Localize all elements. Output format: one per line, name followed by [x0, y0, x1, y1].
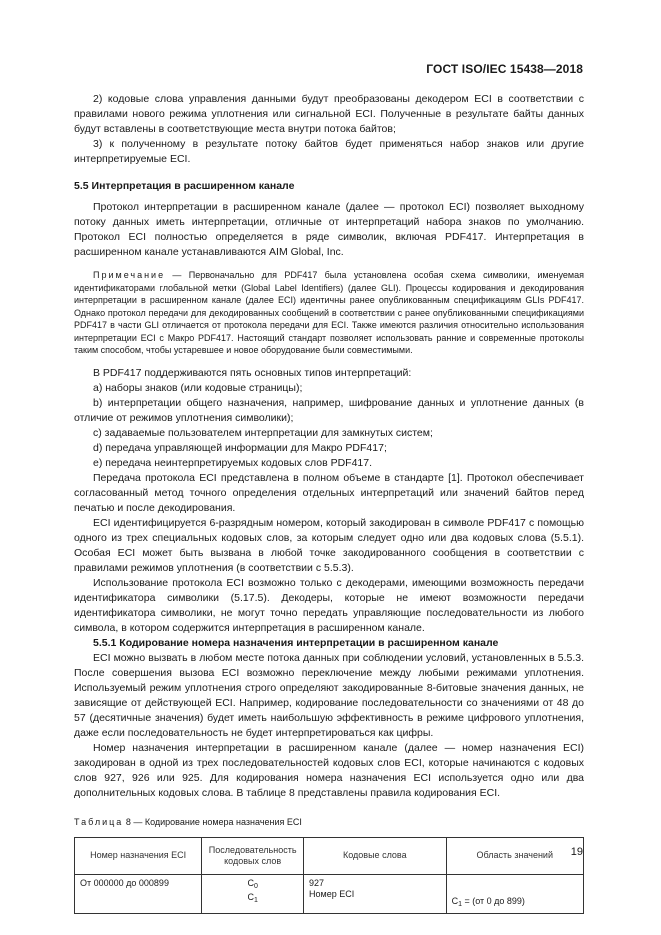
table-caption-number: 8 — [125, 816, 131, 827]
section-title: Интерпретация в расширенном канале — [91, 180, 295, 192]
paragraph: ECI идентифицируется 6-разрядным номером, который закодирован в символе PDF417 с помощью одного из трех специальных кодовых слов, за которым следует одно или два кодовых слова (5.5.1). Особая ECI может быть вызвана в любой точке закодированного сообщения в соответствии с правилами режимов уплотнения (в соответствии с 5.5.3). — [74, 516, 584, 574]
paragraph: Номер назначения интерпретации в расширенном канале (далее — номер назначения ECI) закодирован в одной из трех последовательностей кодовых слов ECI, которые начинаются с кодовых слов 927, 926 или 925. Для кодирования номера назначения ECI используется одно или два дополнительных кодовых слова. В таблице 8 представлены правила кодирования ECI. — [74, 741, 584, 799]
list-item: с) задаваемые пользователем интерпретации для замкнутых систем; — [93, 426, 433, 439]
subsection-number: 5.5.1 — [93, 636, 117, 649]
section-number: 5.5 — [74, 180, 89, 192]
column-header: Последовательность кодовых слов — [202, 837, 304, 874]
note-text: — Первоначально для PDF417 была установлена особая схема символики, именуемая идентификаторами глобальной метки (Global Label Identifiers) (далее GLI). Процессы кодирования и декодирования интерпретации в расширенном канале (далее ECI) идентичны ранее опубликованным спецификациям GLIs PDF417. Однако протокол передачи для декодированных сообщений в соответствии с ранее опубликованными спецификациями PDF417 в части GLI отличается от протокола передачи для ECI. Также имеются различия относительно использования интерпретации ECI с Макро PDF417. Настоящий стандарт позволяет использовать ранние и современные протоколы таким способом, чтобы устаревшее и новое оборудование были совместимыми. — [74, 270, 584, 355]
codeword-value: Номер ECI — [309, 888, 355, 899]
codeword-c1: $C_1$ — [247, 891, 258, 904]
paragraph: Передача протокола ECI представлена в полном объеме в стандарте [1]. Протокол обеспечивает согласованный метод точного определения отдельных интерпретаций или значений байтов перед печатью и после декодирования. — [74, 471, 584, 514]
note-label: Примечание — [93, 270, 166, 280]
eci-table — [74, 837, 584, 914]
table-header-row — [75, 837, 584, 874]
column-header: Область значений — [446, 837, 583, 874]
table-cell — [202, 874, 304, 913]
page-header: ГОСТ ISO/IEC 15438—2018 — [426, 62, 583, 76]
table-row — [75, 874, 584, 913]
paragraph: ECI можно вызвать в любом месте потока данных при соблюдении условий, установленных в 5.5.3. После совершения вызова ECI возможно переключение между любыми режимами уплотнения. Используемый режим уплотнения строго определяют закодированные 8-битовые значения данных, не зависящие от действующей ECI. Например, кодирование последовательности со значениями от 48 до 57 (десятичные значения) будет иметь наибольшую эффективность в режиме цифрового уплотнения, даже если последовательность не будет интерпретироваться как цифры. — [74, 651, 584, 739]
paragraph: 3) к полученному в результате потоку байтов будет применяться набор знаков или другие интерпретируемые ECI. — [74, 138, 584, 165]
paragraph: 2) кодовые слова управления данными будут преобразованы декодером ECI в соответствии с правилами нового режима уплотнения или сигнальной ECI. Полученные в результате байты данных будут вставлены в соответствующие места внутри потока байтов; — [74, 93, 584, 135]
list-item: е) передача неинтерпретируемых кодовых слов PDF417. — [93, 456, 373, 469]
column-header: Кодовые слова — [304, 837, 447, 874]
list-item: b) интерпретации общего назначения, например, шифрование данных и уплотнение данных (в отличие от режимов уплотнения символики); — [74, 396, 584, 424]
table-caption-text: — Кодирование номера назначения ECI — [130, 816, 302, 827]
table-cell: От 000000 до 000899 — [75, 874, 202, 913]
table-caption — [74, 815, 584, 830]
codeword-value: 927 — [309, 877, 325, 888]
paragraph: В PDF417 поддерживаются пять основных типов интерпретаций: — [93, 366, 412, 379]
subsection-title: Кодирование номера назначения интерпретации в расширенном канале — [119, 636, 499, 649]
table-caption-label: Таблица — [74, 816, 124, 827]
list-item: d) передача управляющей информации для Макро PDF417; — [93, 441, 387, 454]
section-heading — [74, 179, 584, 194]
note — [74, 269, 584, 357]
list-item: а) наборы знаков (или кодовые страницы); — [93, 381, 303, 394]
subsection-heading — [74, 636, 584, 651]
document-body — [74, 92, 584, 914]
codeword-c0: $C_0$ — [247, 877, 258, 890]
paragraph: Использование протокола ECI возможно только с декодерами, имеющими возможность передачи идентификатора символики (5.17.5). Декодеры, которые не имеют возможности передачи идентификатора символики, не могут точно передать управляющие последовательности из любого символа, в котором содержится интерпретация в расширенном канале. — [74, 576, 584, 634]
table-cell: $C_1 = (от$ 0 до 899) — [446, 874, 583, 913]
column-header: Номер назначения ECI — [75, 837, 202, 874]
page-number: 19 — [570, 846, 583, 858]
table-cell — [304, 874, 447, 913]
paragraph: Протокол интерпретации в расширенном канале (далее — протокол ECI) позволяет выходному потоку данных иметь интерпретации, отличные от интерпретаций набора знаков по умолчанию. Протокол ECI полностью определяется в ряде символик, включая PDF417. Интерпретация в расширенном канале устанавливаются AIM Global, Inc. — [74, 201, 584, 258]
